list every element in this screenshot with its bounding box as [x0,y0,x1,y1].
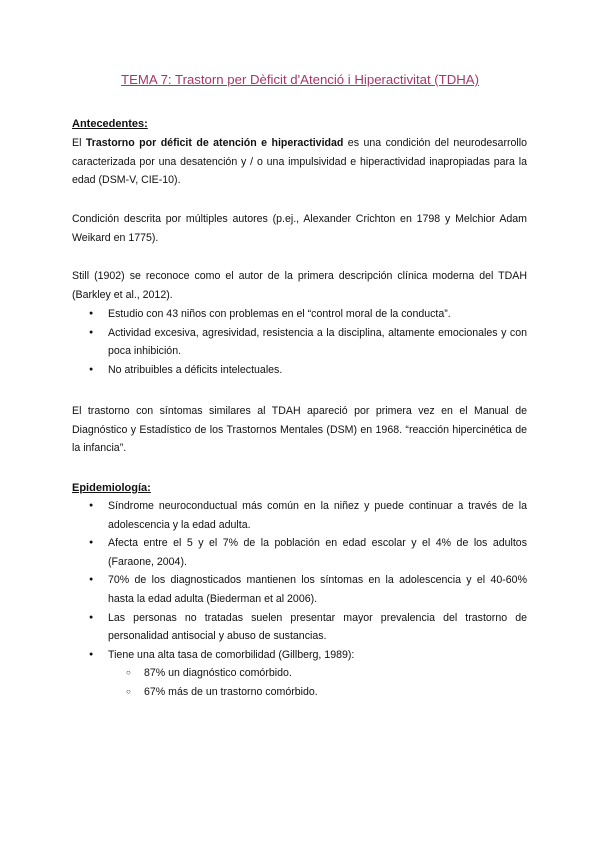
list-item: ● Estudio con 43 niños con problemas en el “control moral de la conducta”. [72,305,527,324]
epidemiologia-bullet-list [72,497,527,702]
antecedentes-bullet-list [72,305,527,379]
document-title: TEMA 7: Trastorn per Dèficit d'Atenció i Hiperactivitat (TDHA) [121,72,479,87]
p1-start: El [72,137,86,149]
list-item: ● No atribuibles a déficits intelectuales. [72,361,527,380]
antecedentes-paragraph-4: El trastorno con síntomas similares al TDAH apareció por primera vez en el Manual de Diagnóstico y Estadístico de los Trastornos Mentales (DSM) en 1968. “reacción hipercinética de la infancia”. [72,405,527,455]
list-item: ● Afecta entre el 5 y el 7% de la población en edad escolar y el 4% de los adultos (Faraone, 2004). [72,534,527,571]
sub-list-item: ○ 87% un diagnóstico comórbido. [108,664,527,683]
comorbidity-sub-list [108,664,527,701]
antecedentes-paragraph-2: Condición descrita por múltiples autores (p.ej., Alexander Crichton en 1798 y Melchior Adam Weikard en 1775). [72,213,527,244]
list-item: ● Actividad excesiva, agresividad, resistencia a la disciplina, altamente emocionales y con poca inhibición. [72,324,527,361]
list-item: ● Las personas no tratadas suelen presentar mayor prevalencia del trastorno de personalidad antisocial y abuso de sustancias. [72,609,527,646]
list-item: ● 70% de los diagnosticados mantienen los síntomas en la adolescencia y el 40-60% hasta la edad adulta (Biederman et al 2006). [72,571,527,608]
antecedentes-heading: Antecedentes: [72,118,148,130]
sub-list-item: ○ 67% más de un trastorno comórbido. [108,683,527,702]
comorbidity-text: Tiene una alta tasa de comorbilidad (Gillberg, 1989): [108,648,355,661]
antecedentes-paragraph-1 [72,134,527,190]
list-item [72,646,527,702]
antecedentes-paragraph-3: Still (1902) se reconoce como el autor de la primera descripción clínica moderna del TDAH (Barkley et al., 2012). [72,270,527,301]
list-item: ● Síndrome neuroconductual más común en la niñez y puede continuar a través de la adolescencia y la edad adulta. [72,497,527,534]
p1-bold-term: Trastorno por déficit de atención e hiperactividad [85,137,344,149]
epidemiologia-heading: Epidemiología: [72,482,151,494]
p1-rest: es una condición del neurodesarrollo caracterizada por una desatención y / o una impulsividad e hiperactividad inapropiadas para la edad (DSM-V, CIE-10). [72,137,527,187]
